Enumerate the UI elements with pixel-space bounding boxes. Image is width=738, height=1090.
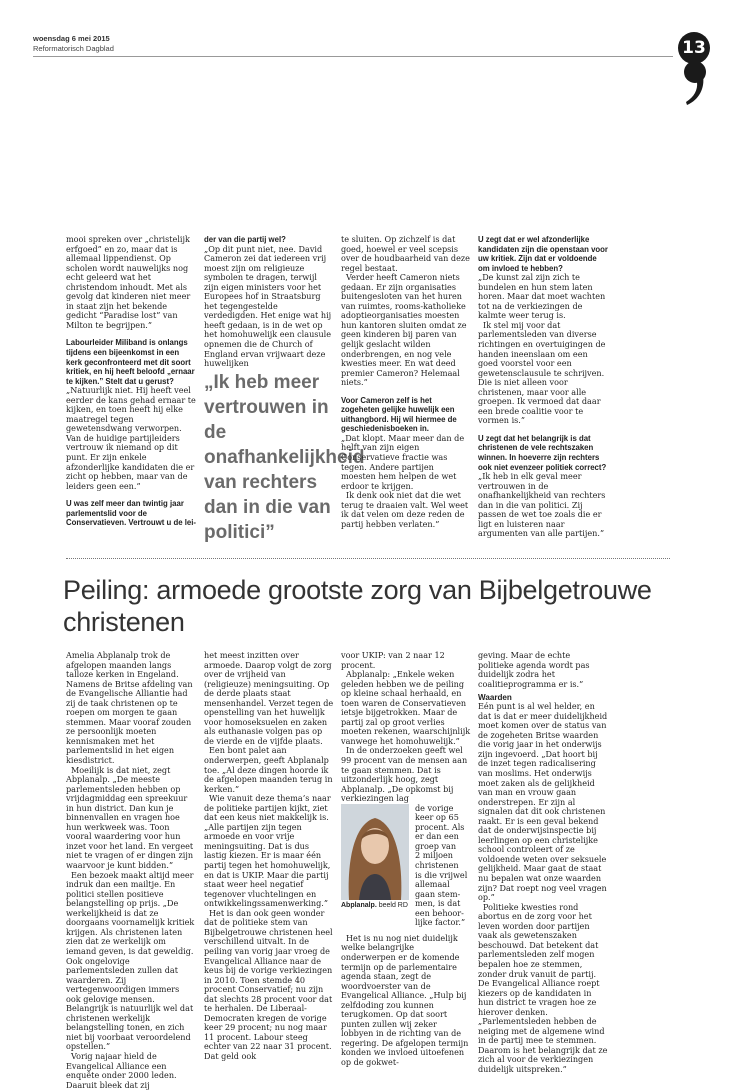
caption-credit: beeld RD (378, 902, 408, 909)
caption-name: Abplanalp. (341, 902, 377, 909)
text-line: groep van (415, 840, 457, 851)
paragraph: Vorig najaar hield de Evangelical Alliance een enquête onder 2000 leden. Daaruit bleek dat zij (66, 1050, 177, 1090)
text-line: is die vrijwel (415, 869, 468, 880)
photo-caption (341, 902, 408, 909)
subheading: Waarden (478, 693, 512, 703)
question: der van die partij wel? (204, 235, 286, 244)
header-date: woensdag 6 mei 2015 (33, 34, 110, 43)
paragraph: „Op dit punt niet, nee. David Cameron zei dat iedereen vrij moest zijn om religieuze symbolen te dragen, terwijl zijn eigen ministers voor het Europees hof in Straatsburg het tegengestelde verdedigden. Het enige wat hij heeft gedaan, is in de wet op het homohuwelijk een clausule opnemen die de Church of England ervan vrijwaart deze huwelijken (204, 243, 332, 369)
text-line: men, is dat (415, 898, 461, 909)
paragraph: In de onderzoeken geeft wel 99 procent van de mensen aan te gaan stemmen. Dat is uitzonderlijk hoog, zegt Abplanalp. „De opkomst bij verkiezingen lag (341, 745, 468, 804)
interview-column-1 (66, 235, 196, 528)
text-line: procent. Als (415, 821, 465, 832)
paragraph: Een bont palet aan onderwerpen, geeft Abplanalp toe. „Al deze dingen hoorde ik de afgelopen maanden terug in kerken.” (204, 745, 333, 794)
paragraph: „Ik heb in elk geval meer vertrouwen in de onafhankelijkheid van rechters dan in die van politici. Zij passen de wet toe zoals die er ligt en luisteren naar argumenten van alle partijen.” (478, 471, 606, 539)
text-line: er dan een (415, 831, 459, 842)
paragraph: geving. Maar de echte politieke agenda wordt pas duidelijk zodra het coalitieprogramma er is.” (478, 650, 590, 689)
paragraph: Amelia Abplanalp trok de afgelopen maanden langs talloze kerken in Engeland. Namens de Britse afdeling van de Evangelische Alliantie had zij de taak christenen op te roepen om morgen te gaan stemmen. Maar vooraf zouden ze persoonlijk moeten kennismaken met het parlementslid in het eigen kiesdistrict. (66, 650, 193, 766)
comma-logo-icon (683, 60, 707, 106)
interview-column-4 (478, 235, 608, 539)
paragraph: Wie vanuit deze thema’s naar de politieke partijen kijkt, ziet dat een keus niet makkelijk is. „Alle partijen zijn tegen armoede en voor vrije meningsuiting. Dat is dus lastig kiezen. Er is maar één partij tegen het homohuwelijk, en dat is UKIP. Maar die partij staat weer heel negatief tegenover vluchtelingen en ontwikkelingssamenwerking.” (204, 793, 331, 909)
text-line: een behoor- (415, 907, 464, 918)
article-column-1 (66, 651, 196, 1090)
header-rule (33, 56, 673, 57)
text-wrap-lines (415, 804, 471, 928)
header-paper-name: Reformatorisch Dagblad (33, 44, 114, 53)
question: U zegt dat het belangrijk is dat christenen de vele rechtszaken winnen. In hoeverre zijn rechters ook niet evenzeer politiek correct? (478, 433, 607, 472)
paragraph: „Natuurlijk niet. Hij heeft veel eerder de kans gehad ernaar te kijken, en toen heeft hij elke maatregel tegen gewetensdwang verworpen. Van de huidige partijleiders vertrouw ik niemand op dit punt. Er zijn enkele afzonderlijke kandidaten die er zicht op hebben, maar van de leiders geen een.” (66, 385, 196, 491)
paragraph: voor UKIP: van 2 naar 12 procent. (341, 650, 445, 670)
paragraph: te sluiten. Op zichzelf is dat goed, hoewel er veel scepsis over de houdbaarheid van deze regel bestaat. (341, 234, 470, 273)
text-line: christenen (415, 860, 459, 871)
article-headline: Peiling: armoede grootste zorg van Bijbelgetrouwe christenen (63, 575, 652, 637)
pull-quote: „Ik heb meer vertrouwen in de onafhankelijkheid van rechters dan in die van politici” (204, 372, 365, 543)
text-line: lijke factor.” (415, 917, 466, 928)
paragraph: Het is nu nog niet duidelijk welke belangrijke onderwerpen er de komende termijn op de parlementaire agenda staan, zegt de woordvoerster van de Evangelical Alliance. „Hulp bij zelfdoding zou kunnen terugkomen. Op dat soort punten zullen wij zeker lobbyen in de richting van de regering. De afgelopen termijn konden we invloed uitoefenen op de gokwet- (341, 932, 469, 1067)
text-line: 2 miljoen (415, 850, 453, 861)
paragraph: „Dat klopt. Maar meer dan de helft van zijn eigen Conservatieve fractie was tegen. Andere partijen moesten hem helpen de wet erdoor te krijgen. (341, 432, 465, 491)
section-divider (66, 558, 670, 559)
paragraph: Een bezoek maakt altijd meer indruk dan een mailtje. En politici stellen positieve belangstelling op prijs. „De werkelijkheid is dat ze doorgaans voornamelijk kritiek krijgen. Als christenen laten zien dat ze werkelijk om iemand geven, is dat geweldig. Ook ongelovige parlementsleden zullen dat waarderen. Zij vertegenwoordigen immers ook gelovige mensen. Belangrijk is natuurlijk wel dat christenen werkelijk belangstelling tonen, en zich niet bij voorbaat veroordelend opstellen.” (66, 869, 195, 1052)
question: U was zelf meer dan twintig jaar parlementslid voor de Conservatieven. Vertrouwt u de lei- (66, 499, 196, 528)
paragraph: Abplanalp: „Enkele weken geleden hebben we de peiling op kleine schaal herhaald, en toen waren de Conservatieven ietsje bijgetrokken. Maar de partij zal op groot verlies moeten rekenen, waarschijnlijk vanwege het homohuwelijk.” (341, 669, 471, 746)
portrait-photo (341, 804, 409, 900)
paragraph: Verder heeft Cameron niets gedaan. Er zijn organisaties buitengesloten van het huren van ruimtes, rooms-katholieke adoptieorganisaties moesten hun kantoren sluiten omdat ze geen kinderen bij paren van gelijk geslacht wilden onderbrengen, en nog vele kwesties meer. En wat deed premier Cameron? Helemaal niets.” (341, 272, 467, 388)
article-column-4 (478, 651, 608, 1075)
paragraph: het meest inzitten over armoede. Daarop volgt de zorg over de vrijheid van (religieuze) meningsuiting. Op de derde plaats staat mensenhandel. Verzet tegen de openstelling van het huwelijk voor homoseksuelen en zaken als euthanasie volgen pas op de vierde en de vijfde plaats. (204, 650, 334, 746)
paragraph: „De kunst zal zijn zich te bundelen en hun stem laten horen. Maar dat moet wachten tot na de verkiezingen de kalmte weer terug is. (478, 272, 606, 321)
paragraph: Politieke kwesties rond abortus en de zorg voor het leven worden door partijen vaak als gewetenszaken beschouwd. Dat betekent dat parlementsleden zelf mogen bepalen hoe ze stemmen, zonder druk vanuit de partij. De Evangelical Alliance roept kiezers op de kandidaten in hun district te vragen hoe ze hierover denken. „Parlementsleden hebben de neiging met de algemene wind in de partij mee te stemmen. Daarom is het belangrijk dat ze zich al voor de verkiezingen duidelijk uitspreken.” (478, 901, 608, 1074)
page-number-badge: 13 (678, 32, 710, 64)
text-line: de vorige (415, 802, 454, 813)
paragraph: Moeilijk is dat niet, zegt Abplanalp. „De meeste parlementsleden hebben op vrijdagmiddag een spreekuur in hun district. Dan kun je binnenvallen en vragen hoe hun werkweek was. Toon vooral waardering voor hun inzet voor het land. En vergeet niet te vragen of er dingen zijn waarvoor je kunt bidden.” (66, 764, 194, 871)
paragraph: Ik denk ook niet dat die wet terug te draaien valt. Wel weet ik dat velen om deze reden de partij hebben verlaten.” (341, 490, 469, 529)
question: Labourleider Miliband is onlangs tijdens een bijeenkomst in een kerk geconfronteerd met dit soort kritiek, en hij heeft beloofd „ernaar te kijken.” Stelt dat u gerust? (66, 338, 195, 386)
paragraph: mooi spreken over „christelijk erfgoed” en zo, maar dat is allemaal lippendienst. Op scholen wordt nauwelijks nog echt geleerd wat het christendom inhoudt. Met als gevolg dat kinderen niet meer in staat zijn het bekende gedicht “Paradise lost” van Milton te begrijpen.” (66, 234, 191, 330)
paragraph: Het is dan ook geen wonder dat de politieke stem van Bijbelgetrouwe christenen heel verschillend uitvalt. In de peiling van vorig jaar vroeg de Evangelical Alliance naar de keus bij de vorige verkiezingen in 2010. Toen stemde 40 procent Conservatief; nu zijn dat slechts 28 procent voor dat te herhalen. De Liberaal-Democraten kregen de vorige keer 29 procent; nu nog maar 11 procent. Labour steeg echter van 22 naar 31 procent. Dat geld ook (204, 907, 333, 1061)
text-line: gaan stem- (415, 888, 461, 899)
question: U zegt dat er wel afzonderlijke kandidaten zijn die openstaan voor uw kritiek. Zijn dat er voldoende om invloed te hebben? (478, 235, 608, 273)
question: Voor Cameron zelf is het zogeheten gelijke huwelijk een uithangbord. Hij wil hiermee de geschiedenisboeken in. (341, 395, 457, 434)
interview-column-3 (341, 235, 471, 529)
article-column-2 (204, 651, 334, 1062)
paragraph: Ik stel mij voor dat parlementsleden van diverse richtingen en overtuigingen de handen ineenslaan om een goed voorstel voor een gewetensclausule te schrijven. Die is niet alleen voor christenen, maar voor alle groepen. Ik vermoed dat daar een brede coalitie voor te vormen is.” (478, 319, 606, 426)
paragraph: Eén punt is al wel helder, en dat is dat er meer duidelijkheid moet komen over de status van de zogeheten Britse waarden die vorig jaar in het onderwijs zijn ingevoerd. „Dat hoort bij de inzet tegen radicalisering van moslims. Het onderwijs moet zaken als de gelijkheid van man en vrouw gaan onderstrepen. Er zijn al signalen dat dit ook christenen raakt. Er is een geval bekend dat de onderwijsinspectie bij leerlingen op een christelijke school controleert of ze voldoende weten over seksuele gelijkheid. Maar gaat de staat nu bepalen wat onze waarden zijn? Dat roept nog veel vragen op.” (478, 701, 608, 903)
text-line: keer op 65 (415, 812, 459, 823)
interview-column-2 (204, 235, 334, 369)
text-line: allemaal (415, 879, 450, 890)
